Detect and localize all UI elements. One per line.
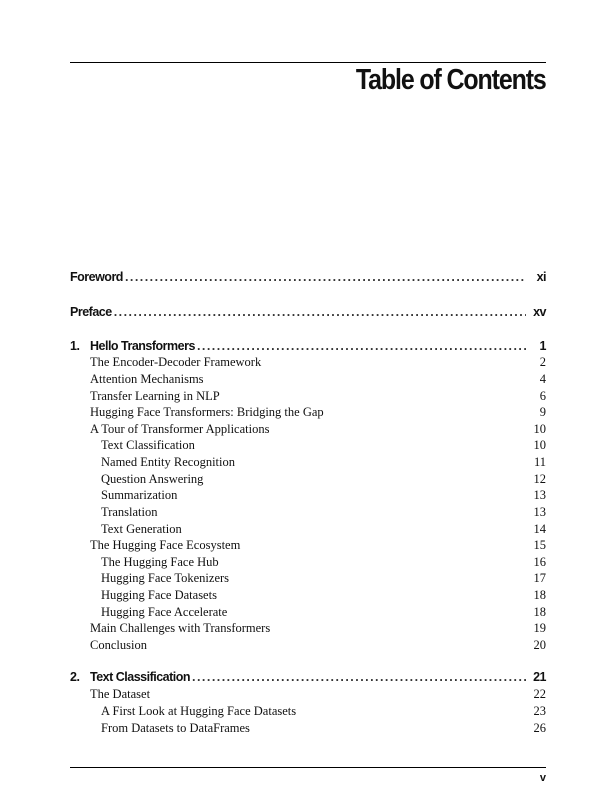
- toc-entry-title: Hugging Face Transformers: Bridging the Gap: [90, 405, 324, 419]
- toc-entry-title: Attention Mechanisms: [90, 372, 204, 386]
- chapter-number: 2.: [70, 670, 80, 684]
- toc-entry-page: 18: [533, 588, 546, 602]
- toc-entry[interactable]: [70, 538, 546, 553]
- toc-entry-page: 10: [533, 438, 546, 452]
- toc-entry-title: Hugging Face Accelerate: [101, 605, 228, 619]
- toc-entry-title: Conclusion: [90, 638, 147, 652]
- toc-entry-page: 17: [533, 571, 546, 585]
- toc-entry[interactable]: [70, 270, 546, 284]
- toc-entry[interactable]: [70, 355, 546, 370]
- toc-entry[interactable]: [70, 522, 546, 537]
- toc-entry-title: Summarization: [101, 488, 178, 502]
- toc-entry-page: 20: [533, 638, 546, 652]
- toc-entry-page: 14: [533, 522, 546, 536]
- toc-entry-title: Question Answering: [101, 472, 204, 486]
- toc-entry[interactable]: [70, 621, 546, 636]
- dot-leader: [192, 670, 526, 684]
- toc-entry-page: 11: [533, 455, 546, 469]
- toc-entry-title: Hello Transformers: [90, 339, 195, 353]
- toc-entry-page: 15: [533, 538, 546, 552]
- toc-entry-title: Foreword: [70, 270, 123, 284]
- toc-entry-page: 13: [533, 505, 546, 519]
- toc-entry[interactable]: [70, 305, 546, 319]
- page-title: Table of Contents: [356, 64, 546, 96]
- toc-entry[interactable]: [70, 505, 546, 520]
- toc-entry[interactable]: [70, 339, 546, 353]
- toc-entry-title: Hugging Face Tokenizers: [101, 571, 230, 585]
- toc-entry-page: 16: [533, 555, 546, 569]
- toc-entry[interactable]: [70, 588, 546, 603]
- toc-entry-title: Main Challenges with Transformers: [90, 621, 271, 635]
- toc-entry[interactable]: [70, 670, 546, 684]
- dot-leader: [125, 270, 526, 284]
- toc-entry-title: From Datasets to DataFrames: [101, 721, 250, 735]
- toc-entry-title: A First Look at Hugging Face Datasets: [101, 704, 297, 718]
- toc-entry-title: Text Classification: [101, 438, 195, 452]
- toc-entry-page: 4: [539, 372, 546, 386]
- toc-entry-page: 2: [539, 355, 546, 369]
- toc-entry-page: 1: [539, 339, 546, 353]
- toc-entry[interactable]: [70, 605, 546, 620]
- toc-entry-title: Named Entity Recognition: [101, 455, 236, 469]
- toc-entry[interactable]: [70, 571, 546, 586]
- toc-entry-page: 18: [533, 605, 546, 619]
- toc-entry-title: Hugging Face Datasets: [101, 588, 217, 602]
- toc-entry-page: 23: [533, 704, 546, 718]
- toc-entry-page: 21: [533, 670, 546, 684]
- toc-entry-page: 26: [533, 721, 546, 735]
- toc-entry[interactable]: [70, 455, 546, 470]
- toc-entry-page: 22: [533, 687, 546, 701]
- toc-entry[interactable]: [70, 721, 546, 736]
- toc-entry[interactable]: [70, 704, 546, 719]
- toc-entry-page: 19: [533, 621, 546, 635]
- toc-entry-title: Transfer Learning in NLP: [90, 389, 220, 403]
- toc-entry-title: Text Generation: [101, 522, 182, 536]
- toc-entry-page: 10: [533, 422, 546, 436]
- toc-entry[interactable]: [70, 472, 546, 487]
- toc-entry-page: xi: [536, 270, 546, 284]
- toc-entry[interactable]: [70, 389, 546, 404]
- toc-entry[interactable]: [70, 372, 546, 387]
- toc-entry[interactable]: [70, 422, 546, 437]
- toc-entry-title: Text Classification: [90, 670, 191, 684]
- toc-entry-page: 12: [533, 472, 546, 486]
- toc-entry-page: 13: [533, 488, 546, 502]
- chapter-number: 1.: [70, 339, 80, 353]
- toc-entry[interactable]: [70, 405, 546, 420]
- toc-entry-title: Preface: [70, 305, 112, 319]
- toc-entry-title: Translation: [101, 505, 158, 519]
- toc-entry-title: The Hugging Face Hub: [101, 555, 219, 569]
- toc-entry-page: 6: [539, 389, 546, 403]
- toc-entry-title: The Hugging Face Ecosystem: [90, 538, 241, 552]
- dot-leader: [114, 305, 526, 319]
- dot-leader: [197, 339, 526, 353]
- toc-entry-page: 9: [539, 405, 546, 419]
- toc-entry-title: A Tour of Transformer Applications: [90, 422, 270, 436]
- toc-entry[interactable]: [70, 488, 546, 503]
- page-number: v: [539, 772, 546, 784]
- toc-entry-page: xv: [533, 305, 546, 319]
- toc-entry[interactable]: [70, 687, 546, 702]
- toc-entry[interactable]: [70, 555, 546, 570]
- table-of-contents: [70, 0, 546, 800]
- toc-entry[interactable]: [70, 438, 546, 453]
- bottom-rule: [70, 767, 546, 768]
- toc-entry-title: The Dataset: [90, 687, 151, 701]
- toc-entry-title: The Encoder-Decoder Framework: [90, 355, 262, 369]
- toc-entry[interactable]: [70, 638, 546, 653]
